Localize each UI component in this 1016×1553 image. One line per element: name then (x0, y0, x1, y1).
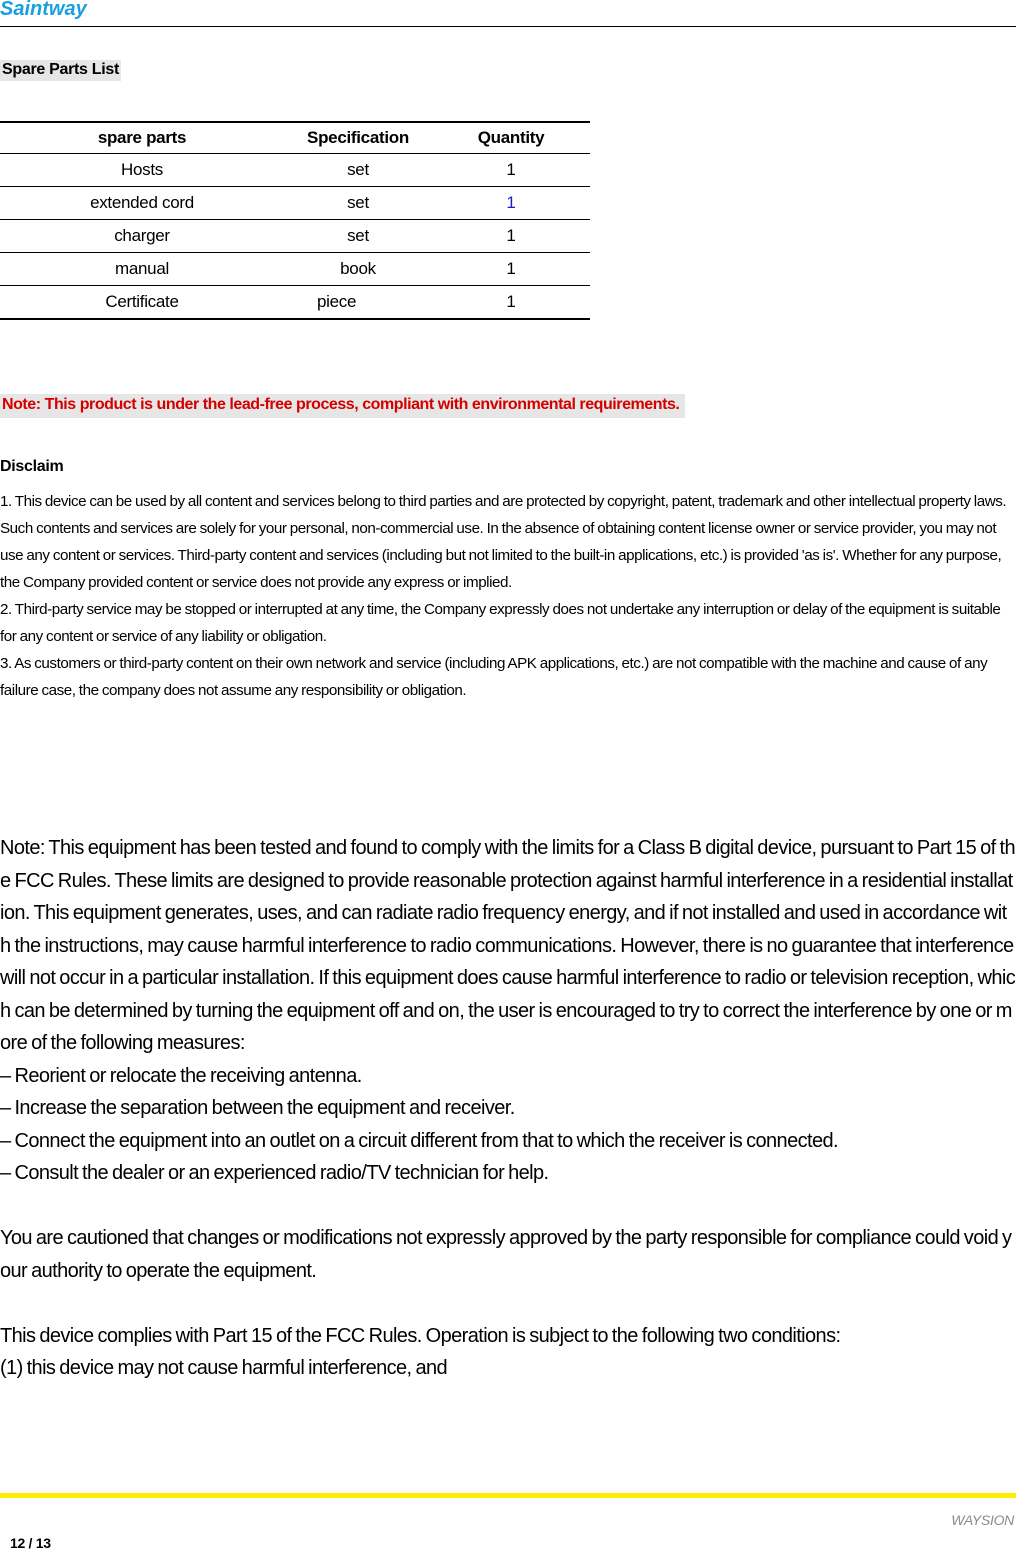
fcc-measure: – Increase the separation between the equipment and receiver. (0, 1097, 515, 1119)
table-cell: 1 (432, 220, 590, 253)
table-header-row (0, 122, 590, 154)
disclaim-text (0, 488, 1016, 704)
fcc-measure: – Connect the equipment into an outlet on a circuit different from that to which the receiver is connected. (0, 1129, 838, 1152)
page-number: 12 / 13 (10, 1535, 51, 1551)
table-row (0, 187, 590, 220)
footer-brand: WAYSION (951, 1512, 1014, 1528)
paragraph-spacer (0, 1190, 1016, 1223)
fcc-condition-1: (1) this device may not cause harmful interference, and (0, 1357, 448, 1379)
brand-logo: Saintway (0, 0, 87, 20)
disclaim-paragraph: 2. Third-party service may be stopped or interrupted at any time, the Company expressly does not undertake any interruption or delay of the equipment is suitable for any content or service of any liability or obligation. (0, 601, 1001, 645)
fcc-note-paragraph: Note: This equipment has been tested and found to comply with the limits for a Class B digital device, pursuant to Part 15 of the FCC Rules. These limits are designed to provide reasonable protection against harmful interference in a residential installation. This equipment generates, uses, and can radiate radio frequency energy, and if not installed and used in accordance with the instructions, may cause harmful interference to radio communications. However, there is no guarantee that interference will not occur in a particular installation. If this equipment does cause harmful interference to radio or television reception, which can be determined by turning the equipment off and on, the user is encouraged to try to correct the interference by one or more of the following measures: (0, 837, 1016, 1054)
table-cell: piece (284, 286, 432, 320)
table-cell: extended cord (0, 187, 284, 220)
spare-parts-table (0, 121, 590, 320)
table-cell: Hosts (0, 154, 284, 187)
table-cell: book (284, 253, 432, 286)
spare-parts-title: Spare Parts List (0, 60, 121, 81)
table-row (0, 253, 590, 286)
disclaim-paragraph: 1. This device can be used by all content and services belong to third parties and are protected by copyright, patent, trademark and other intellectual property laws. Such contents and services are solely for your personal, non-commercial use. In the absence of obtaining content license owner or service provider, you may not use any content or services. Third-party content and services (including but not limited to the built-in applications, etc.) is provided 'as is'. Whether for any purpose, the Company provided content or service does not provide any express or implied. (0, 493, 1007, 591)
fcc-measure: – Consult the dealer or an experienced radio/TV technician for help. (0, 1162, 549, 1184)
paragraph-spacer (0, 1287, 1016, 1320)
column-header-spare-parts: spare parts (0, 122, 284, 154)
disclaim-paragraph: 3. As customers or third-party content on their own network and service (including APK applications, etc.) are not compatible with the machine and cause of any failure case, the company does not assume any responsibility or obligation. (0, 655, 988, 699)
table-cell: 1 (432, 286, 590, 320)
table-row (0, 286, 590, 320)
lead-free-note: Note: This product is under the lead-free process, compliant with environmental requirements. (0, 394, 685, 418)
table-row (0, 154, 590, 187)
fcc-caution-paragraph: You are cautioned that changes or modifications not expressly approved by the party responsible for compliance could void your authority to operate the equipment. (0, 1227, 1012, 1282)
disclaim-title: Disclaim (0, 458, 64, 475)
table-cell: set (284, 220, 432, 253)
table-cell: set (284, 187, 432, 220)
column-header-specification: Specification (284, 122, 432, 154)
table-cell: set (284, 154, 432, 187)
column-header-quantity: Quantity (432, 122, 590, 154)
fcc-compliance-paragraph: This device complies with Part 15 of the FCC Rules. Operation is subject to the following two conditions: (0, 1324, 841, 1347)
table-cell: 1 (432, 187, 590, 220)
footer-divider (0, 1493, 1016, 1498)
table-cell: Certificate (0, 286, 284, 320)
fcc-measure: – Reorient or relocate the receiving antenna. (0, 1064, 362, 1087)
table-cell: 1 (432, 154, 590, 187)
table-row (0, 220, 590, 253)
fcc-statement (0, 832, 1016, 1385)
header-divider (0, 26, 1016, 27)
table-cell: 1 (432, 253, 590, 286)
table-cell: manual (0, 253, 284, 286)
table-cell: charger (0, 220, 284, 253)
